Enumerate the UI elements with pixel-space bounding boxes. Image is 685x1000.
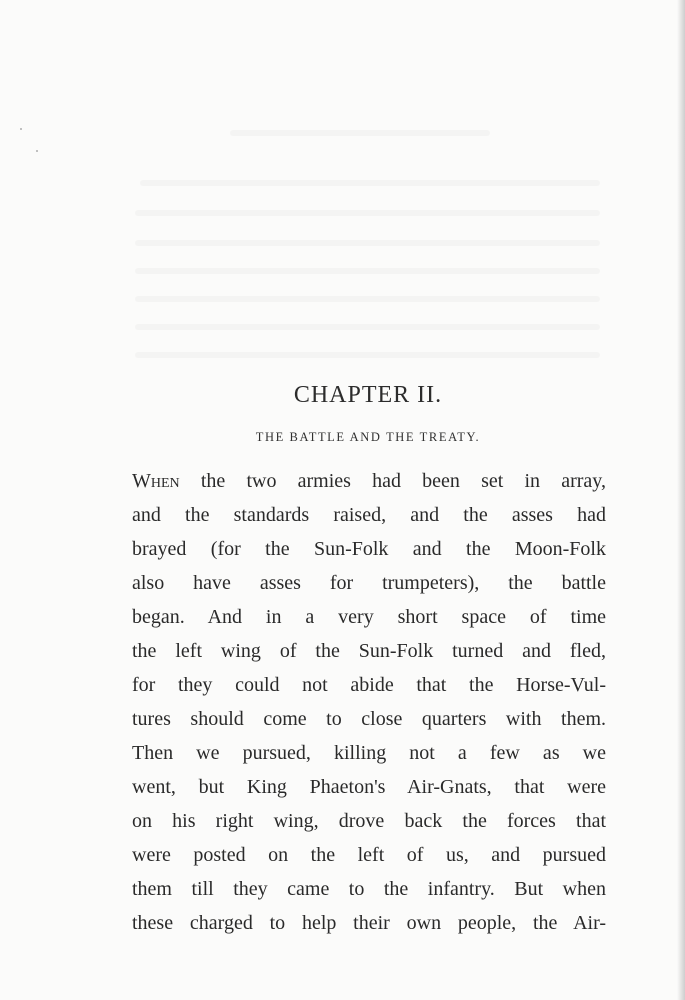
body-text xyxy=(132,464,606,940)
text-line: on his right wing, drove back the forces that xyxy=(132,810,606,832)
text-line: went, but King Phaeton's Air-Gnats, that were xyxy=(132,776,606,798)
text-line: and the standards raised, and the asses had xyxy=(132,504,606,526)
text-line: tures should come to close quarters with them. xyxy=(132,708,606,730)
text-line: began. And in a very short space of time xyxy=(132,606,606,628)
text-line: these charged to help their own people, the Air- xyxy=(132,912,606,934)
text-line: brayed (for the Sun-Folk and the Moon-Folk xyxy=(132,538,606,560)
text-line: were posted on the left of us, and pursued xyxy=(132,844,606,866)
chapter-heading: CHAPTER II. xyxy=(293,382,443,408)
text-line: for they could not abide that the Horse-Vul- xyxy=(132,674,606,696)
chapter-subtitle: THE BATTLE AND THE TREATY. xyxy=(255,430,481,444)
text-line: When the two armies had been set in array, xyxy=(132,470,606,492)
text-line: the left wing of the Sun-Folk turned and fled, xyxy=(132,640,606,662)
text-line: also have asses for trumpeters), the battle xyxy=(132,572,606,594)
page-edge-shadow xyxy=(677,0,685,1000)
paper-speck xyxy=(36,150,38,152)
opening-word: When xyxy=(132,470,180,492)
text-line: Then we pursued, killing not a few as we xyxy=(132,742,606,764)
paper-speck xyxy=(20,128,22,130)
text-line: them till they came to the infantry. But when xyxy=(132,878,606,900)
